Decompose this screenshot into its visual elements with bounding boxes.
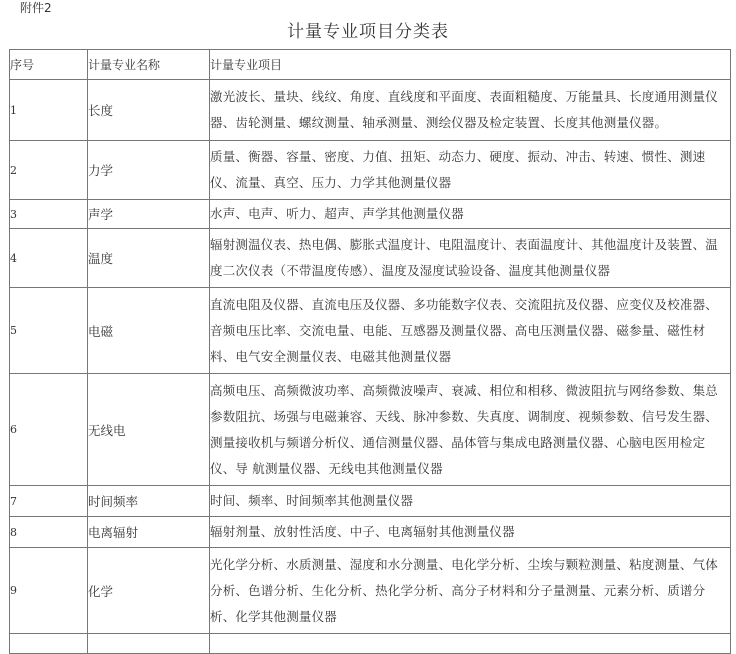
row-name: 电磁 (88, 288, 210, 374)
header-name: 计量专业名称 (88, 50, 210, 80)
classification-table (9, 49, 731, 654)
table-row (10, 200, 731, 229)
row-name-empty (88, 634, 210, 654)
row-index: 5 (10, 288, 88, 374)
row-items: 直流电阻及仪器、直流电压及仪器、多功能数字仪表、交流阻抗及仪器、应变仪及校准器、音频电压比率、交流电量、电能、互感器及测量仪器、高电压测量仪器、磁参量、磁性材料、电气安全测量仪表、电磁其他测量仪器 (210, 288, 731, 374)
table-row (10, 486, 731, 517)
row-name: 声学 (88, 200, 210, 229)
row-name: 力学 (88, 141, 210, 200)
row-index-empty (10, 634, 88, 654)
table-row (10, 548, 731, 634)
table-row-partial (10, 634, 731, 654)
table-row (10, 374, 731, 486)
row-index: 9 (10, 548, 88, 634)
row-items: 水声、电声、听力、超声、声学其他测量仪器 (210, 200, 731, 229)
table-header-row (10, 50, 731, 80)
row-name: 时间频率 (88, 486, 210, 517)
header-index: 序号 (10, 50, 88, 80)
row-name: 温度 (88, 229, 210, 288)
header-items: 计量专业项目 (210, 50, 731, 80)
row-index: 3 (10, 200, 88, 229)
table-row (10, 141, 731, 200)
document-title: 计量专业项目分类表 (287, 22, 449, 42)
table-row (10, 288, 731, 374)
row-index: 4 (10, 229, 88, 288)
row-items-empty (210, 634, 731, 654)
row-index: 7 (10, 486, 88, 517)
row-items: 质量、衡器、容量、密度、力值、扭矩、动态力、硬度、振动、冲击、转速、惯性、测速仪、流量、真空、压力、力学其他测量仪器 (210, 141, 731, 200)
row-index: 6 (10, 374, 88, 486)
row-name: 化学 (88, 548, 210, 634)
table-row (10, 517, 731, 548)
row-index: 1 (10, 80, 88, 141)
row-items: 高频电压、高频微波功率、高频微波噪声、衰减、相位和相移、微波阻抗与网络参数、集总参数阻抗、场强与电磁兼容、天线、脉冲参数、失真度、调制度、视频参数、信号发生器、测量接收机与频谱分析仪、通信测量仪器、晶体管与集成电路测量仪器、心脑电医用检定仪、导 航测量仪器、无线电其他测量仪器 (210, 374, 731, 486)
table-row (10, 229, 731, 288)
attachment-label: 附件2 (20, 1, 52, 15)
row-name: 长度 (88, 80, 210, 141)
table-row (10, 80, 731, 141)
row-items: 激光波长、量块、线纹、角度、直线度和平面度、表面粗糙度、万能量具、长度通用测量仪器、齿轮测量、螺纹测量、轴承测量、测绘仪器及检定装置、长度其他测量仪器。 (210, 80, 731, 141)
row-name: 电离辐射 (88, 517, 210, 548)
row-items: 辐射剂量、放射性活度、中子、电离辐射其他测量仪器 (210, 517, 731, 548)
row-name: 无线电 (88, 374, 210, 486)
row-items: 光化学分析、水质测量、湿度和水分测量、电化学分析、尘埃与颗粒测量、粘度测量、气体分析、色谱分析、生化分析、热化学分析、高分子材料和分子量测量、元素分析、质谱分析、化学其他测量仪器 (210, 548, 731, 634)
row-items: 时间、频率、时间频率其他测量仪器 (210, 486, 731, 517)
row-index: 8 (10, 517, 88, 548)
row-index: 2 (10, 141, 88, 200)
row-items: 辐射测温仪表、热电偶、膨胀式温度计、电阻温度计、表面温度计、其他温度计及装置、温度二次仪表（不带温度传感）、温度及湿度试验设备、温度其他测量仪器 (210, 229, 731, 288)
